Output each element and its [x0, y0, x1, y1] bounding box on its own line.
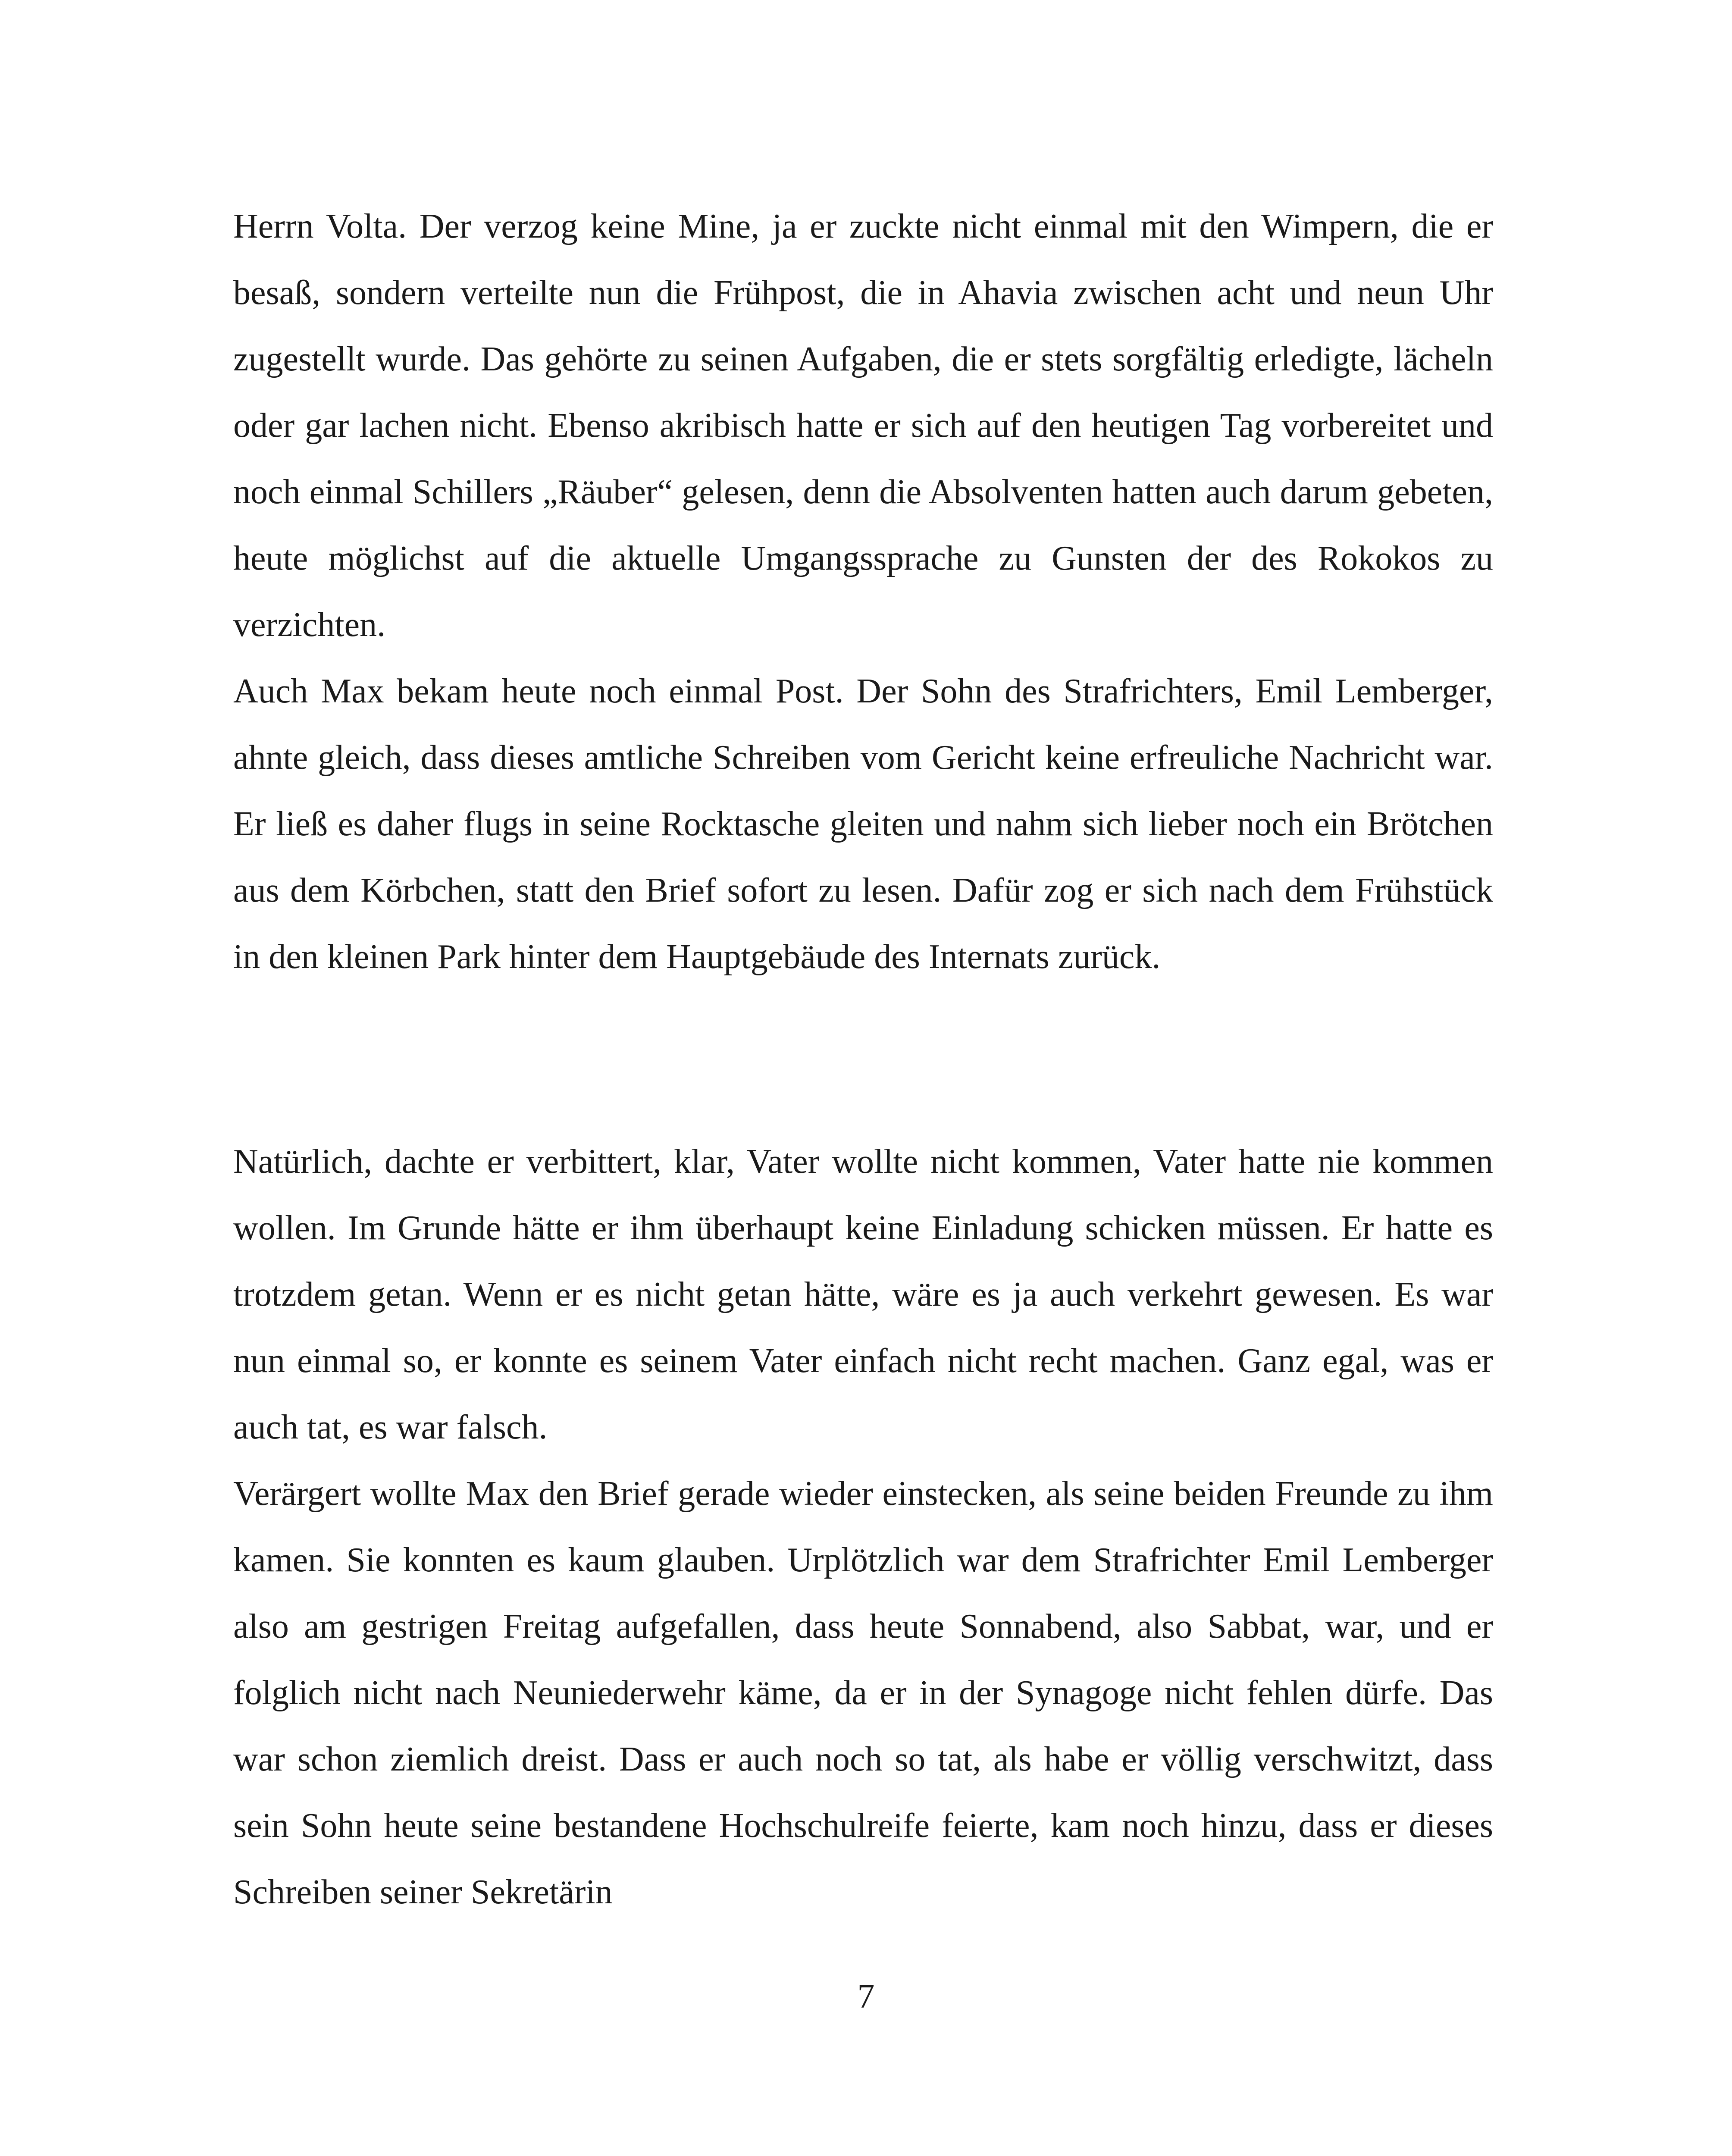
paragraph-3: Natürlich, dachte er verbittert, klar, Vater wollte nicht kommen, Vater hatte nie kommen wollen. Im Grunde hätte er ihm überhaupt keine Einladung schicken müssen. Er hatte es trotzdem getan. Wenn er es nicht getan hätte, wäre es ja auch verkehrt gewesen. Es war nun einmal so, er konnte es seinem Vater einfach nicht recht machen. Ganz egal, was er auch tat, es war falsch. — [233, 1143, 1493, 1446]
paragraph-1: Herrn Volta. Der verzog keine Mine, ja er zuckte nicht einmal mit den Wimpern, die er besaß, sondern verteilte nun die Frühpost, die in Ahavia zwischen acht und neun Uhr zugestellt wurde. Das gehörte zu seinen Aufgaben, die er stets sorgfältig erledigte, lächeln oder gar lachen nicht. Ebenso akribisch hatte er sich auf den heutigen Tag vorbereitet und noch einmal Schillers „Räuber“ gelesen, denn die Absolventen hatten auch darum gebeten, heute möglichst auf die aktuelle Umgangssprache zu Gunsten der des Rokokos zu verzichten. — [233, 207, 1493, 644]
text-section-1 — [233, 193, 1493, 990]
paragraph-4: Verärgert wollte Max den Brief gerade wieder einstecken, als seine beiden Freunde zu ihm kamen. Sie konnten es kaum glauben. Urplötzlich war dem Strafrichter Emil Lemberger also am gestrigen Freitag aufgefallen, dass heute Sonnabend, also Sabbat, war, und er folglich nicht nach Neuniederwehr käme, da er in der Synagoge nicht fehlen dürfe. Das war schon ziemlich dreist. Dass er auch noch so tat, als habe er völlig verschwitzt, dass sein Sohn heute seine bestandene Hochschulreife feierte, kam noch hinzu, dass er dieses Schreiben seiner Sekretärin — [233, 1475, 1493, 1911]
text-section-2 — [233, 1128, 1493, 1925]
paragraph-2: Auch Max bekam heute noch einmal Post. Der Sohn des Strafrichters, Emil Lemberger, ahnte gleich, dass dieses amtliche Schreiben vom Gericht keine erfreuliche Nachricht war. Er ließ es daher flugs in seine Rocktasche gleiten und nahm sich lieber noch ein Brötchen aus dem Körbchen, statt den Brief sofort zu lesen. Dafür zog er sich nach dem Frühstück in den kleinen Park hinter dem Hauptgebäude des Internats zurück. — [233, 672, 1493, 976]
page-number: 7 — [857, 1977, 875, 2015]
